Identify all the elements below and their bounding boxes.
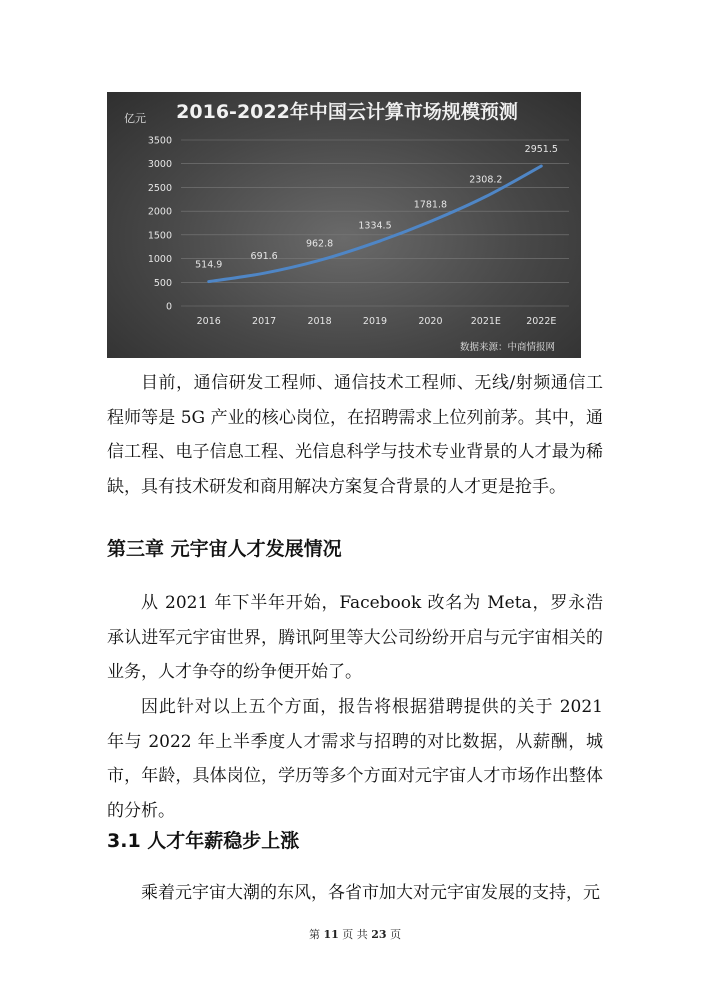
data-label: 691.6 — [250, 251, 278, 263]
footer-total-pages: 23 — [371, 928, 387, 941]
y-tick-label: 500 — [153, 277, 172, 289]
x-tick-label: 2021E — [470, 316, 501, 327]
data-label: 514.9 — [195, 259, 223, 271]
footer-suffix: 页 — [390, 928, 402, 941]
x-tick-label: 2022E — [526, 316, 557, 327]
data-point — [374, 242, 376, 244]
chart-title: 2016-2022年中国云计算市场规模预测 — [176, 101, 518, 123]
y-tick-label: 1500 — [147, 230, 172, 242]
data-label: 1334.5 — [358, 220, 392, 232]
chart-source: 数据来源：中商情报网 — [459, 342, 555, 353]
data-point — [263, 272, 265, 274]
x-tick-label: 2016 — [196, 316, 221, 327]
paragraph-salary: 乘着元宇宙大潮的东风，各省市加大对元宇宙发展的支持，元 — [141, 883, 600, 903]
section-heading: 3.1 人才年薪稳步上涨 — [107, 830, 300, 852]
footer-prefix: 第 — [308, 928, 320, 941]
cloud-market-chart — [107, 92, 581, 358]
y-tick-label: 3500 — [147, 135, 172, 147]
x-tick-label: 2020 — [418, 316, 443, 327]
paragraph-report-scope: 因此针对以上五个方面，报告将根据猎聘提供的关于 2021 年与 2022 年上半季度人才需求与招聘的对比数据，从薪酬，城市，年龄，具体岗位，学历等多个方面对元宇宙人才市场作出整体的分析。 — [107, 697, 603, 821]
y-tick-label: 0 — [165, 301, 172, 313]
data-point — [540, 165, 542, 167]
y-tick-label: 2500 — [147, 182, 172, 194]
data-label: 1781.8 — [413, 199, 448, 211]
x-tick-label: 2018 — [307, 316, 332, 327]
x-tick-label: 2019 — [362, 316, 388, 327]
x-tick-label: 2017 — [252, 316, 277, 327]
data-point — [429, 220, 431, 222]
y-axis-unit: 亿元 — [124, 112, 146, 125]
paragraph-metaverse-intro: 从 2021 年下半年开始，Facebook 改名为 Meta，罗永浩承认进军元宇宙世界，腾讯阿里等大公司纷纷开启与元宇宙相关的业务，人才争夺的纷争便开始了。 — [107, 593, 603, 682]
data-label: 962.8 — [305, 238, 334, 250]
data-label: 2951.5 — [524, 144, 558, 156]
chart-canvas — [107, 92, 581, 358]
data-point — [208, 280, 210, 282]
paragraph-5g-talent: 目前，通信研发工程师、通信技术工程师、无线/射频通信工程师等是 5G 产业的核心岗位，在招聘需求上位列前茅。其中，通信工程、电子信息工程、光信息科学与技术专业背景的人才最为稀缺，具有技术研发和商用解决方案复合背景的人才更是抢手。 — [107, 373, 603, 497]
footer-page-number: 11 — [323, 928, 339, 941]
chapter-heading: 第三章 元宇宙人才发展情况 — [107, 538, 342, 560]
data-point — [318, 259, 320, 261]
data-point — [485, 195, 487, 197]
page-footer — [0, 926, 710, 942]
footer-mid: 页 共 — [342, 928, 368, 941]
data-label: 2308.2 — [469, 174, 503, 186]
y-tick-label: 3000 — [147, 159, 172, 171]
y-tick-label: 1000 — [147, 254, 172, 266]
y-tick-label: 2000 — [147, 206, 172, 218]
